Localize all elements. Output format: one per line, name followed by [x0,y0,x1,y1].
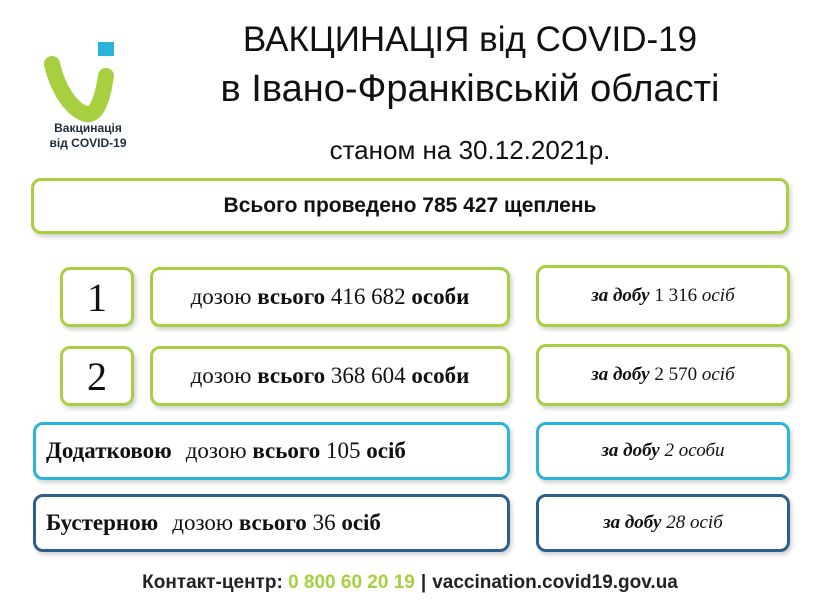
report-date: станом на 30.12.2021р. [329,135,611,165]
additional-dose-unit: осіб [366,438,406,463]
dose-2-day-unit: осіб [701,364,735,385]
booster-day-value: 28 осіб [666,512,723,533]
booster-dose-box [33,494,510,552]
dose-2-day-value: 2 570 [654,364,698,385]
additional-dose-total-word: всього [252,438,321,463]
total-vaccinations-text: Всього проведено 785 427 щеплень [223,194,597,217]
contact-center-label: Контакт-центр: [142,572,283,593]
additional-dose-prefix: дозою [185,438,247,463]
dose-2-value: 368 604 [330,363,406,388]
dose-2-total-word: всього [257,363,326,388]
dose-2-daily-box [536,344,790,406]
additional-daily-box [536,422,790,480]
dose-1-total-word: всього [257,284,326,309]
title-line-2: в Івано-Франківській області [220,68,720,110]
dose-1-prefix: дозою [190,284,252,309]
booster-dose-unit: осіб [341,510,381,535]
logo-caption [28,121,148,151]
dose-2-unit: особи [411,363,470,388]
additional-dose-box [33,422,510,480]
dose-2-number: 2 [87,353,107,399]
dose-1-daily-box [536,265,790,327]
total-vaccinations-box [31,178,789,234]
logo-line-2: від COVID-19 [49,136,127,150]
dose-2-number-box [60,346,134,406]
booster-daily-box [536,494,790,552]
contact-website-link[interactable]: vaccination.covid19.gov.ua [432,572,678,593]
dose-2-day-label: за добу [591,364,650,385]
dose-1-day-unit: осіб [701,285,735,306]
additional-dose-value: 105 [326,438,361,463]
dose-1-day-value: 1 316 [654,285,698,306]
booster-dose-value: 36 [312,510,336,535]
logo-line-1: Вакцинація [54,121,122,135]
dose-1-number-box [60,267,134,327]
dose-1-day-label: за добу [591,285,650,306]
contact-footer [0,572,820,594]
booster-dose-prefix: дозою [172,510,234,535]
dose-1-unit: особи [411,284,470,309]
additional-day-label: за добу [601,440,660,461]
contact-phone: 0 800 60 20 19 [288,572,415,593]
footer-separator: | [420,572,427,593]
dose-1-number: 1 [87,274,107,320]
additional-day-value: 2 особи [664,440,725,461]
booster-dose-total-word: всього [238,510,307,535]
title-line-1: ВАКЦИНАЦІЯ від COVID-19 [242,20,698,59]
dose-2-prefix: дозою [190,363,252,388]
dose-1-total-box [150,267,510,327]
dose-1-value: 416 682 [330,284,406,309]
booster-day-label: за добу [603,512,662,533]
additional-dose-name: Додатковою [46,438,172,463]
booster-dose-name: Бустерною [46,510,159,535]
dose-2-total-box [150,346,510,406]
